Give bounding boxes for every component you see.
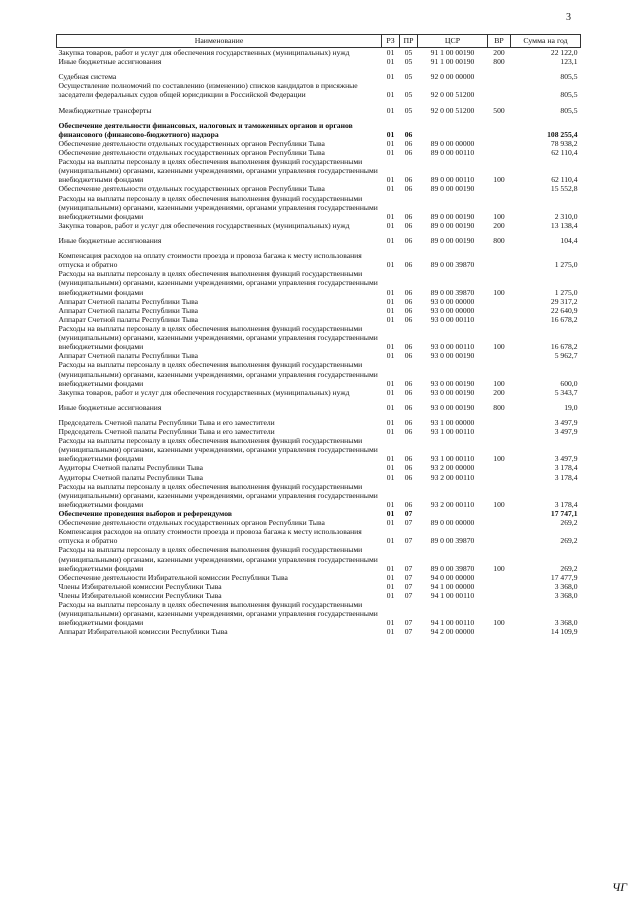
row-pr: 07: [404, 591, 413, 601]
row-rz: 01: [386, 499, 395, 509]
row-csr: 89 0 00 39870: [430, 536, 475, 546]
row-pr: 07: [404, 627, 413, 637]
row-name: Закупка товаров, работ и услуг для обеспечения государственных (муниципальных) нужд: [58, 48, 350, 57]
row-name: Аудиторы Счетной палаты Республики Тыва: [58, 472, 203, 482]
row-sum: 269,2: [560, 536, 578, 546]
row-csr: 93 0 00 00110: [430, 342, 475, 352]
row-csr: 94 1 00 00110: [430, 591, 475, 601]
row-vr: 200: [493, 48, 505, 57]
row-vr: [488, 81, 511, 99]
row-rz: 01: [386, 591, 395, 601]
row-rz: 01: [386, 518, 395, 528]
row-pr: 06: [404, 342, 413, 352]
row-sum: 5 343,7: [554, 387, 578, 397]
row-vr: [488, 315, 511, 324]
table-row: [57, 527, 581, 545]
row-vr: 200: [493, 220, 505, 230]
table-row: [57, 81, 581, 99]
table-row: [57, 48, 581, 58]
row-name: Иные бюджетные ассигнования: [58, 402, 162, 412]
row-sum: 5 962,7: [554, 351, 578, 361]
table-row: [57, 148, 581, 157]
table-body: [57, 48, 581, 637]
row-pr: 07: [404, 618, 413, 628]
row-pr: 06: [404, 147, 413, 157]
row-vr: [488, 184, 511, 193]
table-row: [57, 306, 581, 315]
row-name: Председатель Счетной палаты Республики Тыва и его заместители: [58, 417, 275, 427]
table-row: [57, 184, 581, 193]
row-sum: 104,4: [560, 235, 578, 245]
row-sum: 805,5: [560, 72, 578, 82]
row-csr: [418, 115, 488, 139]
row-rz: 01: [386, 129, 395, 139]
row-pr: 06: [404, 296, 413, 306]
row-name: Обеспечение деятельности отдельных государственных органов Республики Тыва: [58, 184, 325, 194]
row-name: Иные бюджетные ассигнования: [58, 235, 162, 245]
row-name: Обеспечение деятельности отдельных государственных органов Республики Тыва: [58, 147, 325, 157]
table-row: [57, 573, 581, 582]
row-pr: 07: [404, 581, 413, 591]
row-rz: 01: [386, 563, 395, 573]
row-vr: 100: [493, 618, 505, 628]
table-row: [57, 100, 581, 115]
row-pr: 07: [404, 572, 413, 582]
row-pr: 07: [404, 536, 413, 546]
row-pr: 06: [404, 472, 413, 482]
row-name: Аппарат Счетной палаты Республики Тыва: [58, 351, 198, 361]
row-rz: 01: [386, 387, 395, 397]
row-vr: [488, 473, 511, 482]
row-csr: 89 0 00 00110: [430, 175, 475, 185]
row-csr: 93 2 00 00110: [430, 499, 475, 509]
row-csr: 93 0 00 00190: [430, 402, 475, 412]
row-sum: 2 310,0: [554, 211, 578, 221]
row-vr: [488, 582, 511, 591]
row-csr: 92 0 00 00000: [430, 72, 475, 82]
row-sum: 3 178,4: [554, 463, 578, 473]
row-name: Аудиторы Счетной палаты Республики Тыва: [58, 463, 203, 473]
row-vr: 100: [493, 342, 505, 352]
row-csr: 93 0 00 00110: [430, 314, 475, 324]
row-name: Обеспечение проведения выборов и референдумов: [58, 509, 232, 519]
handwritten-signature: ЧГ: [612, 880, 628, 894]
row-vr: [488, 297, 511, 306]
row-rz: 01: [386, 618, 395, 628]
row-sum: 269,2: [560, 518, 578, 528]
table-row: [57, 245, 581, 269]
row-rz: 01: [386, 454, 395, 464]
row-csr: 89 0 00 00190: [430, 184, 475, 194]
row-vr: [488, 427, 511, 436]
table-row: [57, 388, 581, 397]
row-vr: [488, 139, 511, 148]
row-csr: 94 1 00 00110: [430, 618, 475, 628]
row-sum: 805,5: [560, 105, 578, 115]
row-sum: 62 110,4: [551, 147, 578, 157]
page-number: 3: [566, 12, 571, 23]
row-sum: 62 110,4: [551, 175, 578, 185]
row-name: Расходы на выплаты персоналу в целях обеспечения выполнения функций государственными (муниципальными) органами, казенными учреждениями, органами управления государственными внебюджетными фондами: [58, 269, 378, 297]
row-name: Аппарат Счетной палаты Республики Тыва: [58, 305, 198, 315]
row-pr: 05: [404, 48, 413, 57]
table-row: [57, 115, 581, 139]
row-vr: 500: [493, 105, 505, 115]
row-name: Межбюджетные трансферты: [58, 105, 152, 115]
row-csr: 89 0 00 00000: [430, 518, 475, 528]
table-header: [57, 35, 581, 48]
row-vr: [488, 306, 511, 315]
row-csr: 91 1 00 00190: [430, 57, 475, 67]
table-row: [57, 518, 581, 527]
row-sum: 17 477,9: [550, 572, 578, 582]
table-row: [57, 324, 581, 351]
row-sum: 3 368,0: [554, 618, 578, 628]
row-rz: 01: [386, 235, 395, 245]
row-sum: 16 678,2: [550, 342, 578, 352]
row-sum: 14 109,9: [550, 627, 578, 637]
row-pr: 06: [404, 129, 413, 139]
table-row: [57, 269, 581, 296]
table-row: [57, 509, 581, 518]
row-rz: 01: [386, 147, 395, 157]
row-pr: 06: [404, 235, 413, 245]
row-vr: [488, 509, 511, 518]
table-row: [57, 297, 581, 306]
row-vr: 100: [493, 287, 505, 297]
row-csr: 93 1 00 00110: [430, 454, 475, 464]
row-rz: 01: [386, 138, 395, 148]
row-rz: 01: [386, 211, 395, 221]
row-csr: 94 2 00 00000: [430, 627, 475, 637]
row-vr: [488, 527, 511, 545]
row-sum: 19,0: [564, 402, 578, 412]
row-vr: [488, 627, 511, 636]
row-vr: 800: [493, 402, 505, 412]
header-sum: Сумма на год: [511, 35, 581, 48]
row-name: Расходы на выплаты персоналу в целях обеспечения выполнения функций государственными (муниципальными) органами, казенными учреждениями, органами управления государственными внебюджетными фондами: [58, 193, 378, 221]
row-pr: 06: [404, 499, 413, 509]
row-csr: 93 1 00 00000: [430, 417, 475, 427]
row-rz: 01: [386, 351, 395, 361]
header-pr: ПР: [400, 35, 418, 48]
row-csr: 94 0 00 00000: [430, 572, 475, 582]
row-name: Аппарат Счетной палаты Республики Тыва: [58, 314, 198, 324]
table-row: [57, 230, 581, 245]
row-csr: 93 1 00 00110: [430, 427, 475, 437]
row-name: Члены Избирательной комиссии Республики Тыва: [58, 591, 222, 601]
table-row: [57, 57, 581, 66]
row-vr: 100: [493, 175, 505, 185]
table-row: [57, 582, 581, 591]
row-pr: 06: [404, 305, 413, 315]
row-name: Расходы на выплаты персоналу в целях обеспечения выполнения функций государственными (муниципальными) органами, казенными учреждениями, органами управления государственными внебюджетными фондами: [58, 436, 378, 464]
row-sum: 16 678,2: [550, 314, 578, 324]
table-row: [57, 194, 581, 221]
row-sum: 17 747,1: [550, 509, 578, 519]
row-rz: 01: [386, 175, 395, 185]
row-vr: 100: [493, 563, 505, 573]
row-vr: [488, 115, 511, 139]
row-pr: 06: [404, 351, 413, 361]
row-sum: 3 368,0: [554, 591, 578, 601]
row-vr: 100: [493, 454, 505, 464]
table-row: [57, 360, 581, 387]
row-pr: 06: [404, 387, 413, 397]
table-row: [57, 221, 581, 230]
row-csr: 89 0 00 00190: [430, 220, 475, 230]
row-csr: 89 0 00 39870: [430, 287, 475, 297]
row-rz: 01: [386, 90, 395, 100]
row-rz: 01: [386, 509, 395, 519]
row-rz: 01: [386, 48, 395, 57]
table-row: [57, 315, 581, 324]
header-name: Наименование: [57, 35, 382, 48]
row-csr: 93 0 00 00190: [430, 387, 475, 397]
table-row: [57, 397, 581, 412]
row-rz: 01: [386, 572, 395, 582]
header-rz: РЗ: [382, 35, 400, 48]
row-pr: 07: [404, 518, 413, 528]
row-vr: [488, 518, 511, 527]
row-rz: 01: [386, 581, 395, 591]
row-rz: 01: [386, 402, 395, 412]
row-vr: [488, 66, 511, 81]
row-sum: 805,5: [560, 90, 578, 100]
row-pr: 06: [404, 427, 413, 437]
row-pr: 05: [404, 72, 413, 82]
row-rz: 01: [386, 260, 395, 270]
table-row: [57, 139, 581, 148]
row-sum: 15 552,8: [550, 184, 578, 194]
row-rz: 01: [386, 472, 395, 482]
row-rz: 01: [386, 314, 395, 324]
row-rz: 01: [386, 57, 395, 67]
row-csr: 89 0 00 00000: [430, 138, 475, 148]
row-sum: 3 368,0: [554, 581, 578, 591]
row-csr: 94 1 00 00000: [430, 581, 475, 591]
row-name: Закупка товаров, работ и услуг для обеспечения государственных (муниципальных) нужд: [58, 220, 350, 230]
row-name: Расходы на выплаты персоналу в целях обеспечения выполнения функций государственными (муниципальными) органами, казенными учреждениями, органами управления государственными внебюджетными фондами: [58, 157, 378, 185]
header-csr: ЦСР: [418, 35, 488, 48]
row-csr: 93 0 00 00000: [430, 305, 475, 315]
row-sum: 22 122,0: [550, 48, 578, 57]
row-csr: 92 0 00 51200: [430, 90, 475, 100]
row-rz: 01: [386, 536, 395, 546]
row-sum: 13 138,4: [550, 220, 578, 230]
row-name: Обеспечение деятельности отдельных государственных органов Республики Тыва: [58, 138, 325, 148]
table-row: [57, 412, 581, 427]
row-name: Председатель Счетной палаты Республики Тыва и его заместители: [58, 427, 275, 437]
row-name: Члены Избирательной комиссии Республики Тыва: [58, 581, 222, 591]
row-name: Закупка товаров, работ и услуг для обеспечения государственных (муниципальных) нужд: [58, 387, 350, 397]
row-name: Расходы на выплаты персоналу в целях обеспечения выполнения функций государственными (муниципальными) органами, казенными учреждениями, органами управления государственными внебюджетными фондами: [58, 323, 378, 352]
table-row: [57, 427, 581, 436]
row-pr: 07: [404, 563, 413, 573]
row-rz: 01: [386, 220, 395, 230]
row-sum: 3 178,4: [554, 499, 578, 509]
row-name: Аппарат Счетной палаты Республики Тыва: [58, 296, 198, 306]
row-pr: 07: [404, 509, 413, 519]
row-csr: 93 0 00 00190: [430, 351, 475, 361]
row-pr: 06: [404, 287, 413, 297]
row-pr: 06: [404, 175, 413, 185]
row-sum: 29 317,2: [550, 296, 578, 306]
row-name: Аппарат Избирательной комиссии Республики Тыва: [58, 627, 228, 637]
row-pr: 06: [404, 417, 413, 427]
row-rz: 01: [386, 463, 395, 473]
row-vr: [488, 573, 511, 582]
row-pr: 05: [404, 105, 413, 115]
row-name: Обеспечение деятельности Избирательной комиссии Республики Тыва: [58, 572, 288, 582]
row-pr: 06: [404, 220, 413, 230]
row-rz: 01: [386, 287, 395, 297]
row-pr: 06: [404, 463, 413, 473]
row-rz: 01: [386, 72, 395, 82]
row-pr: 06: [404, 260, 413, 270]
row-csr: 93 0 00 00190: [430, 378, 475, 388]
table-row: [57, 627, 581, 636]
row-rz: 01: [386, 342, 395, 352]
table-row: [57, 351, 581, 360]
row-vr: 200: [493, 387, 505, 397]
row-name: Расходы на выплаты персоналу в целях обеспечения выполнения функций государственными (муниципальными) органами, казенными учреждениями, органами управления государственными внебюджетными фондами: [58, 360, 378, 388]
header-vr: ВР: [488, 35, 511, 48]
row-vr: 100: [493, 211, 505, 221]
row-name: Компенсация расходов на оплату стоимости проезда и провоза багажа к месту использования отпуска и обратно: [58, 527, 362, 546]
row-csr: 93 2 00 00110: [430, 472, 475, 482]
row-name: Расходы на выплаты персоналу в целях обеспечения выполнения функций государственными (муниципальными) органами, казенными учреждениями, органами управления государственными внебюджетными фондами: [58, 600, 378, 628]
row-name: Обеспечение деятельности отдельных государственных органов Республики Тыва: [58, 518, 325, 528]
table-row: [57, 600, 581, 627]
row-pr: 06: [404, 211, 413, 221]
row-rz: 01: [386, 417, 395, 427]
row-sum: 108 255,4: [547, 129, 578, 139]
row-vr: [488, 245, 511, 269]
row-rz: 01: [386, 427, 395, 437]
row-vr: [488, 412, 511, 427]
row-vr: [488, 148, 511, 157]
row-sum: 123,1: [560, 57, 578, 67]
row-vr: [488, 351, 511, 360]
row-csr: 89 0 00 00190: [430, 235, 475, 245]
table-row: [57, 473, 581, 482]
row-pr: 06: [404, 402, 413, 412]
row-pr: 06: [404, 314, 413, 324]
row-rz: 01: [386, 627, 395, 637]
row-sum: 269,2: [560, 563, 578, 573]
row-name: Иные бюджетные ассигнования: [58, 57, 162, 67]
row-rz: 01: [386, 184, 395, 194]
row-csr: [418, 509, 488, 518]
row-csr: 91 1 00 00190: [430, 48, 475, 57]
row-csr: 93 2 00 00000: [430, 463, 475, 473]
row-csr: 93 0 00 00000: [430, 296, 475, 306]
row-vr: 800: [493, 235, 505, 245]
table-row: [57, 463, 581, 472]
table-row: [57, 66, 581, 81]
row-pr: 06: [404, 138, 413, 148]
row-csr: 89 0 00 39870: [430, 260, 475, 270]
table-row: [57, 482, 581, 509]
row-sum: 1 275,0: [554, 287, 578, 297]
row-csr: 89 0 00 39870: [430, 563, 475, 573]
row-pr: 06: [404, 378, 413, 388]
row-pr: 06: [404, 454, 413, 464]
row-sum: 600,0: [560, 378, 578, 388]
row-sum: 3 497,9: [554, 454, 578, 464]
table-row: [57, 157, 581, 184]
row-sum: 3 178,4: [554, 472, 578, 482]
row-vr: 100: [493, 378, 505, 388]
row-rz: 01: [386, 296, 395, 306]
row-name: Расходы на выплаты персоналу в целях обеспечения выполнения функций государственными (муниципальными) органами, казенными учреждениями, органами управления государственными внебюджетными фондами: [58, 481, 378, 509]
row-name: Судебная система: [58, 72, 117, 82]
row-csr: 89 0 00 00190: [430, 211, 475, 221]
row-pr: 06: [404, 184, 413, 194]
row-sum: 22 640,9: [550, 305, 578, 315]
table-row: [57, 591, 581, 600]
row-rz: 01: [386, 105, 395, 115]
row-pr: 05: [404, 90, 413, 100]
table-row: [57, 436, 581, 463]
row-name: Расходы на выплаты персоналу в целях обеспечения выполнения функций государственными (муниципальными) органами, казенными учреждениями, органами управления государственными внебюджетными фондами: [58, 545, 378, 573]
table-row: [57, 545, 581, 572]
row-csr: 92 0 00 51200: [430, 105, 475, 115]
row-vr: [488, 463, 511, 472]
row-sum: 3 497,9: [554, 427, 578, 437]
row-name: Обеспечение деятельности финансовых, налоговых и таможенных органов и органов финансового (финансово-бюджетного) надзора: [58, 120, 353, 139]
row-sum: 78 938,2: [550, 138, 578, 148]
row-csr: 89 0 00 00110: [430, 147, 475, 157]
row-vr: 100: [493, 499, 505, 509]
budget-table: [56, 34, 581, 637]
row-rz: 01: [386, 305, 395, 315]
row-sum: 3 497,9: [554, 417, 578, 427]
row-vr: 800: [493, 57, 505, 67]
row-name: Компенсация расходов на оплату стоимости проезда и провоза багажа к месту использования отпуска и обратно: [58, 251, 362, 270]
row-sum: 1 275,0: [554, 260, 578, 270]
row-pr: 05: [404, 57, 413, 67]
row-vr: [488, 591, 511, 600]
row-name: Осуществление полномочий по составлению (изменению) списков кандидатов в присяжные заседатели федеральных судов общей юрисдикции в Российской Федерации: [58, 81, 358, 100]
row-rz: 01: [386, 378, 395, 388]
